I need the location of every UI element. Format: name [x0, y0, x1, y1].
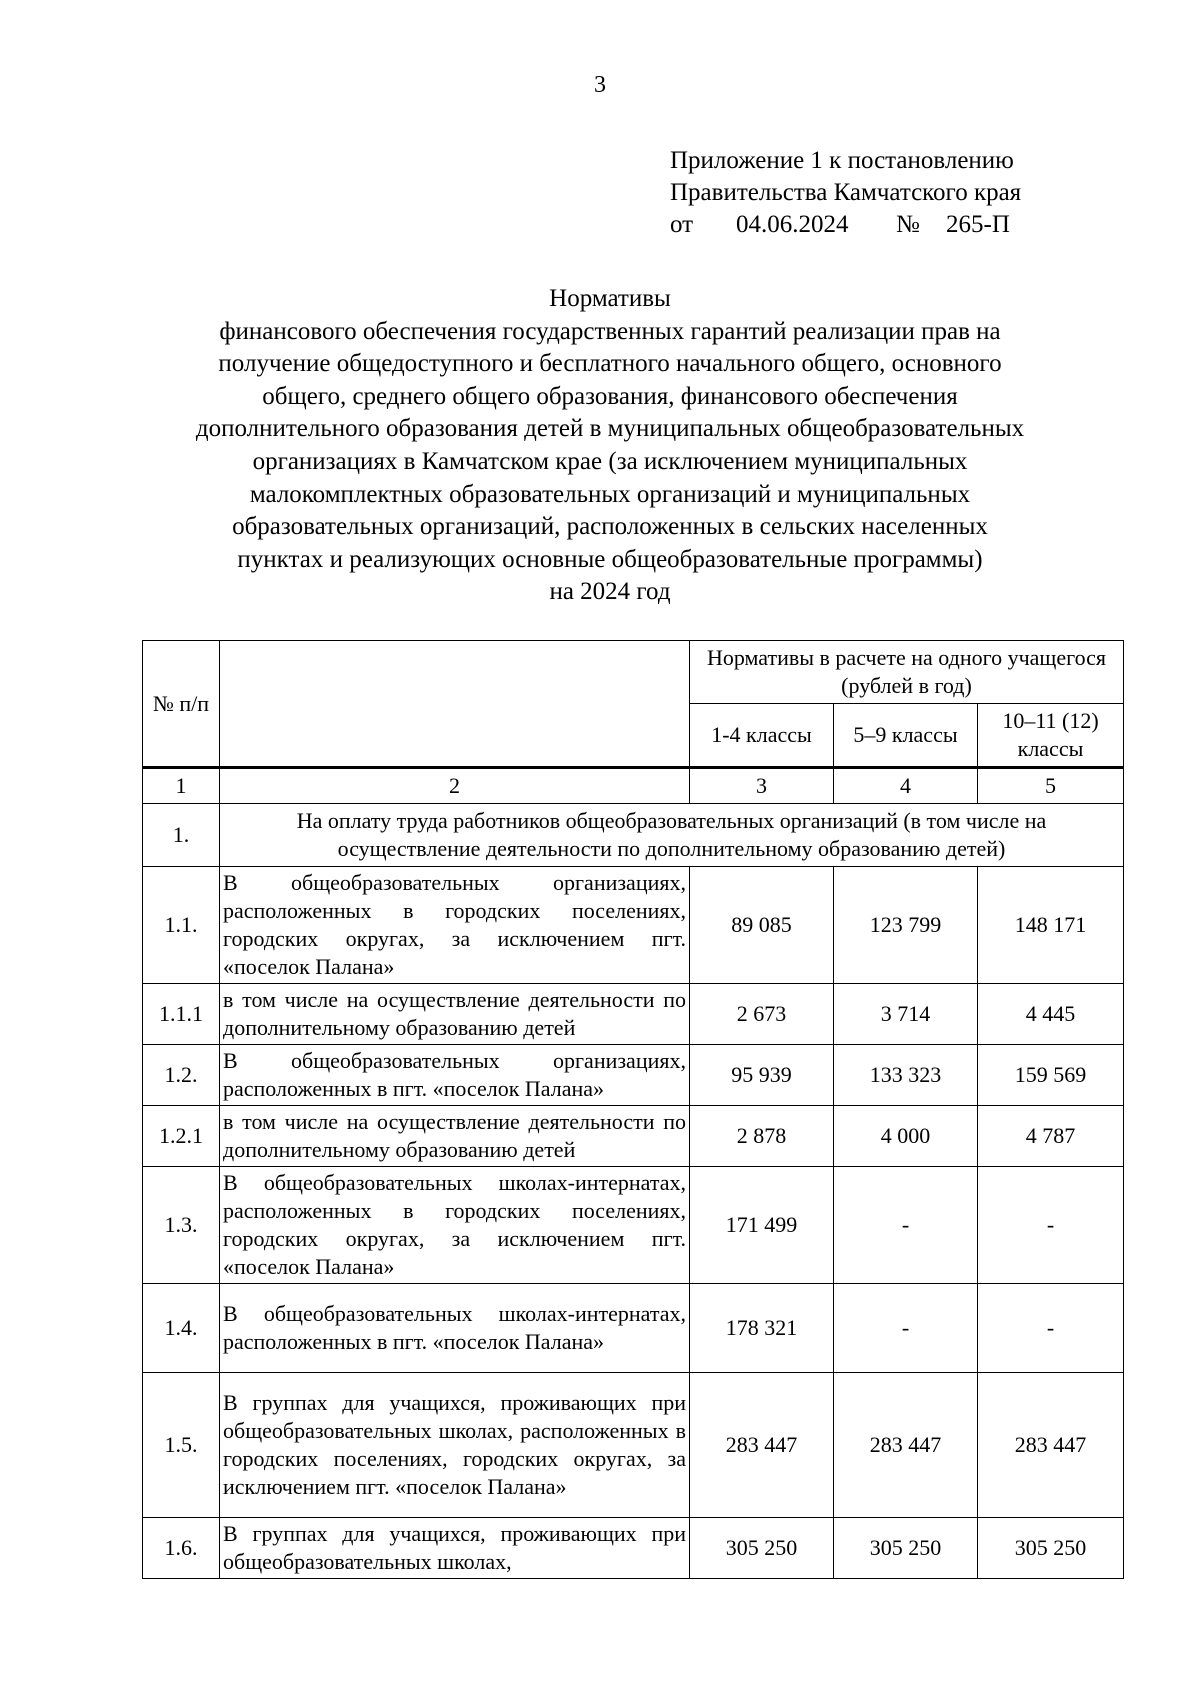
- norms-table: [142, 640, 1124, 1579]
- section-row: [143, 804, 1124, 867]
- row-description: в том числе на осуществление деятельности по дополнительному образованию детей: [220, 984, 690, 1045]
- header-num: № п/п: [143, 641, 220, 768]
- title-line: пунктах и реализующих основные общеобразовательные программы): [237, 545, 983, 573]
- header-group: Нормативы в расчете на одного учащегося (рублей в год): [690, 641, 1124, 704]
- cell-grades-10-11: 148 171: [978, 867, 1124, 984]
- table-row: [143, 1167, 1124, 1284]
- column-number: 5: [978, 768, 1124, 804]
- appendix-line-2: Правительства Камчатского края: [670, 179, 1022, 206]
- resolution-date: 04.06.2024: [736, 211, 849, 238]
- column-number-row: [143, 768, 1124, 804]
- title-line: Нормативы: [549, 285, 671, 312]
- title-line: дополнительного образования детей в муниципальных общеобразовательных: [195, 415, 1025, 443]
- cell-grades-10-11: -: [978, 1284, 1124, 1373]
- cell-grades-5-9: 305 250: [834, 1518, 978, 1579]
- table-row: [143, 1373, 1124, 1518]
- cell-grades-5-9: 4 000: [834, 1106, 978, 1167]
- row-description: В группах для учащихся, проживающих при общеобразовательных школах, расположенных в городских поселениях, городских округах, за исключением пгт. «поселок Палана»: [220, 1373, 690, 1518]
- row-num: 1.6.: [143, 1518, 220, 1579]
- row-description: В общеобразовательных школах-интернатах, расположенных в пгт. «поселок Палана»: [220, 1284, 690, 1373]
- cell-grades-1-4: 305 250: [690, 1518, 834, 1579]
- section-title: На оплату труда работников общеобразовательных организаций (в том числе на осуществление деятельности по дополнительному образованию детей): [220, 804, 1124, 867]
- row-description: В общеобразовательных школах-интернатах, расположенных в городских поселениях, городских округах, за исключением пгт. «поселок Палана»: [220, 1167, 690, 1284]
- table-header-row: [143, 641, 1124, 704]
- table-row: [143, 1045, 1124, 1106]
- table-row: [143, 1518, 1124, 1579]
- row-num: 1.3.: [143, 1167, 220, 1284]
- title-line: финансового обеспечения государственных гарантий реализации прав на: [219, 317, 1001, 345]
- row-num: 1.2.: [143, 1045, 220, 1106]
- title-line: образовательных организаций, расположенных в сельских населенных: [232, 513, 988, 541]
- title-line: общего, среднего общего образования, финансового обеспечения: [262, 382, 958, 410]
- row-description: в том числе на осуществление деятельности по дополнительному образованию детей: [220, 1106, 690, 1167]
- appendix-line-1: Приложение 1 к постановлению: [670, 147, 1014, 174]
- header-col-grades-1-4: 1-4 классы: [690, 704, 834, 768]
- cell-grades-5-9: -: [834, 1167, 978, 1284]
- page-number: 3: [594, 72, 606, 98]
- row-num: 1.1.: [143, 867, 220, 984]
- row-num: 1.2.1: [143, 1106, 220, 1167]
- cell-grades-1-4: 89 085: [690, 867, 834, 984]
- row-description: В общеобразовательных организациях, расположенных в городских поселениях, городских округах, за исключением пгт. «поселок Палана»: [220, 867, 690, 984]
- title-line: организациях в Камчатском крае (за исключением муниципальных: [252, 447, 968, 475]
- cell-grades-1-4: 95 939: [690, 1045, 834, 1106]
- title-line: получение общедоступного и бесплатного начального общего, основного: [218, 350, 1002, 378]
- appendix-reference: [670, 145, 1021, 241]
- cell-grades-5-9: 283 447: [834, 1373, 978, 1518]
- title-line: малокомплектных образовательных организаций и муниципальных: [249, 480, 971, 508]
- number-sign: №: [896, 211, 920, 238]
- header-col-grades-5-9: 5–9 классы: [834, 704, 978, 768]
- cell-grades-10-11: 159 569: [978, 1045, 1124, 1106]
- column-number: 1: [143, 768, 220, 804]
- header-col-grades-10-11: 10–11 (12) классы: [978, 704, 1124, 768]
- cell-grades-5-9: 3 714: [834, 984, 978, 1045]
- from-label: от: [670, 211, 694, 238]
- cell-grades-10-11: 283 447: [978, 1373, 1124, 1518]
- column-number: 4: [834, 768, 978, 804]
- cell-grades-5-9: 123 799: [834, 867, 978, 984]
- cell-grades-10-11: 305 250: [978, 1518, 1124, 1579]
- cell-grades-10-11: 4 445: [978, 984, 1124, 1045]
- cell-grades-10-11: 4 787: [978, 1106, 1124, 1167]
- appendix-date-number: [670, 209, 1021, 241]
- row-description: В группах для учащихся, проживающих при общеобразовательных школах,: [220, 1518, 690, 1579]
- table-row: [143, 1284, 1124, 1373]
- row-num: 1.5.: [143, 1373, 220, 1518]
- table-row: [143, 867, 1124, 984]
- table-row: [143, 984, 1124, 1045]
- header-name: [220, 641, 690, 768]
- column-number: 3: [690, 768, 834, 804]
- document-title: [130, 283, 1090, 609]
- cell-grades-1-4: 2 878: [690, 1106, 834, 1167]
- cell-grades-5-9: 133 323: [834, 1045, 978, 1106]
- cell-grades-10-11: -: [978, 1167, 1124, 1284]
- cell-grades-1-4: 283 447: [690, 1373, 834, 1518]
- cell-grades-1-4: 2 673: [690, 984, 834, 1045]
- row-num: 1.4.: [143, 1284, 220, 1373]
- row-num: 1.: [143, 804, 220, 867]
- cell-grades-1-4: 171 499: [690, 1167, 834, 1284]
- cell-grades-1-4: 178 321: [690, 1284, 834, 1373]
- table-row: [143, 1106, 1124, 1167]
- row-num: 1.1.1: [143, 984, 220, 1045]
- column-number: 2: [220, 768, 690, 804]
- row-description: В общеобразовательных организациях, расположенных в пгт. «поселок Палана»: [220, 1045, 690, 1106]
- title-line: на 2024 год: [549, 578, 671, 606]
- cell-grades-5-9: -: [834, 1284, 978, 1373]
- resolution-number: 265-П: [946, 211, 1010, 238]
